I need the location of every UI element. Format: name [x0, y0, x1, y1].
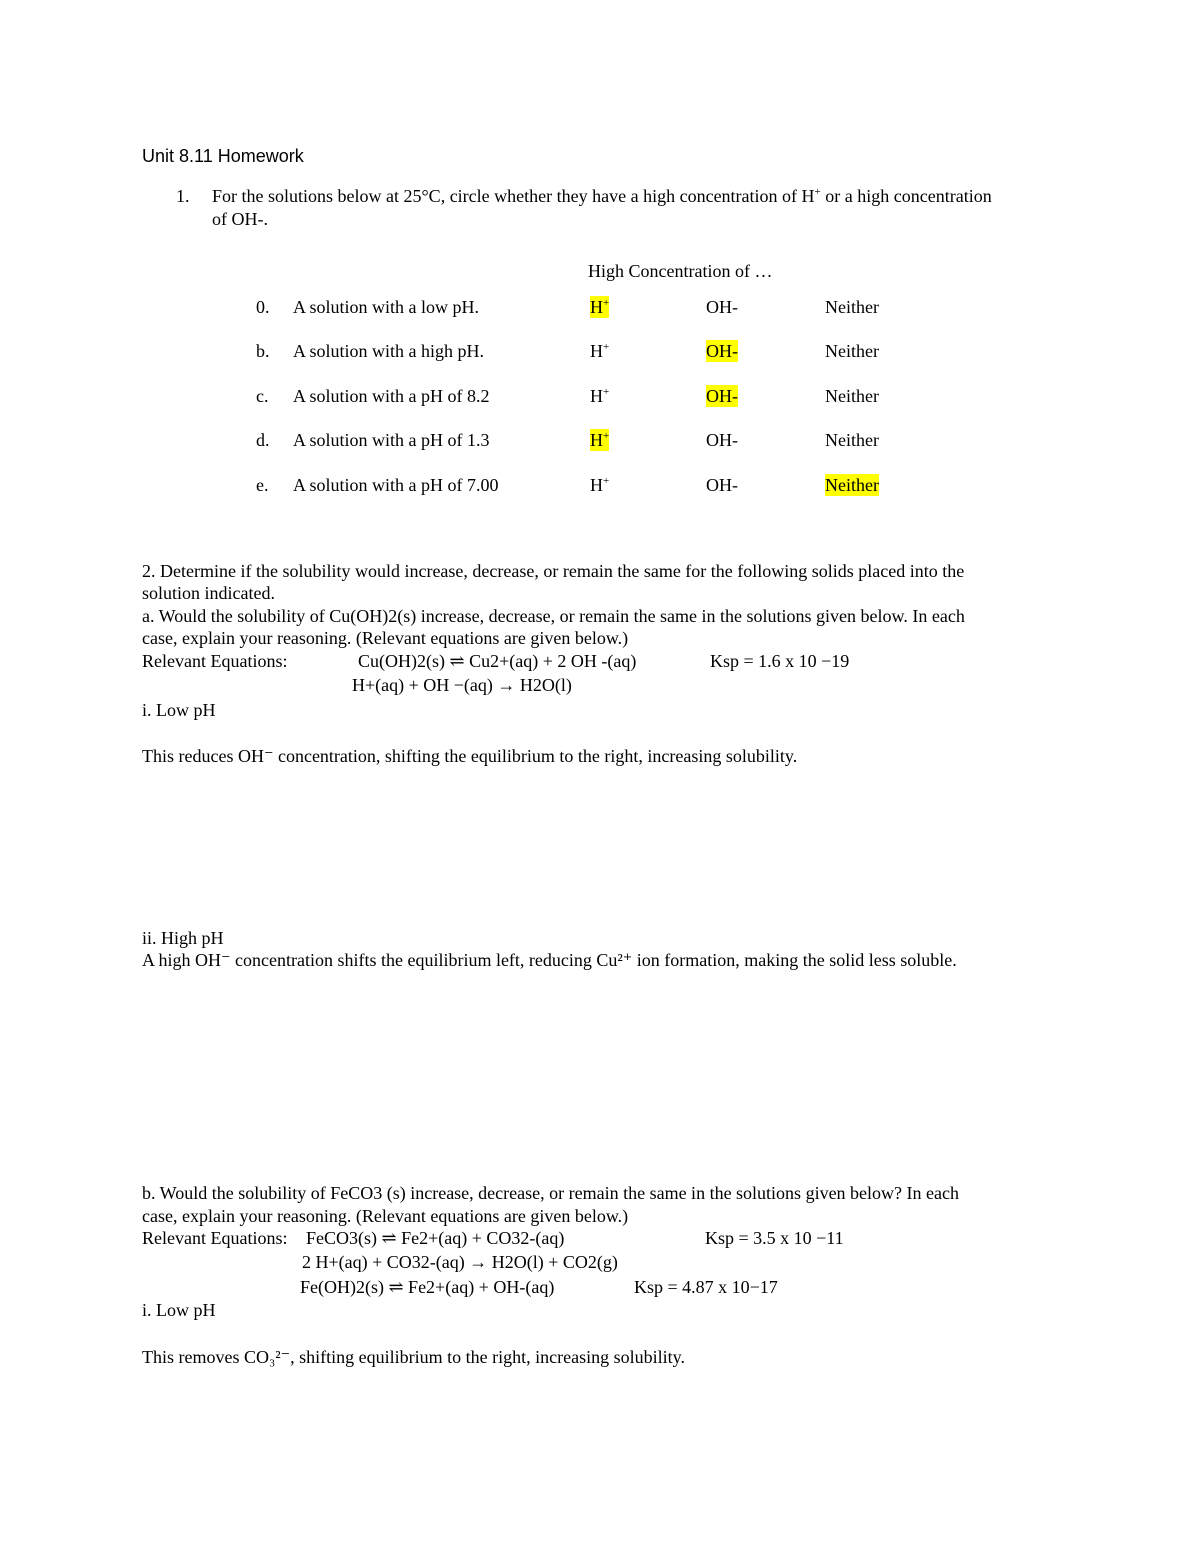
- option-neither-selected[interactable]: Neither: [825, 475, 879, 495]
- q2a-equation-1: Cu(OH)2(s) ⇌ Cu2+(aq) + 2 OH -(aq): [358, 651, 637, 671]
- q2b-ksp-1: Ksp = 3.5 x 10 −11: [705, 1228, 844, 1248]
- row-text: A solution with a high pH.: [293, 341, 485, 361]
- q2a-ii-label: ii. High pH: [142, 928, 224, 948]
- q2a-i-label: i. Low pH: [142, 700, 216, 720]
- q2a-ii-answer: A high OH⁻ concentration shifts the equilibrium left, reducing Cu²⁺ ion formation, making the solid less soluble.: [142, 950, 957, 970]
- q2b-equation-1: FeCO3(s) ⇌ Fe2+(aq) + CO32-(aq): [306, 1228, 565, 1248]
- option-neither[interactable]: Neither: [825, 297, 879, 317]
- option-oh-selected[interactable]: OH-: [706, 386, 738, 406]
- row-label: 0.: [256, 297, 270, 317]
- q2a-i-answer: This reduces OH⁻ concentration, shifting the equilibrium to the right, increasing solubility.: [142, 746, 798, 766]
- row-label: d.: [256, 430, 270, 450]
- row-text: A solution with a pH of 8.2: [293, 386, 490, 406]
- q2-intro-line1: 2. Determine if the solubility would increase, decrease, or remain the same for the following solids placed into the: [142, 561, 965, 581]
- row-label: c.: [256, 386, 269, 406]
- plus-sup: +: [603, 297, 610, 309]
- q1-prompt-sup: +: [814, 186, 821, 198]
- option-h-label: H: [590, 297, 603, 317]
- option-h[interactable]: [590, 385, 609, 407]
- page-title: Unit 8.11 Homework: [142, 146, 304, 166]
- q2a-prompt-line1: a. Would the solubility of Cu(OH)2(s) increase, decrease, or remain the same in the solutions given below. In each: [142, 606, 965, 626]
- q2-intro-line2: solution indicated.: [142, 583, 275, 603]
- plus-sup: +: [603, 341, 610, 353]
- q2b-relevant-label: Relevant Equations:: [142, 1228, 288, 1248]
- option-neither[interactable]: Neither: [825, 386, 879, 406]
- q1-prompt-text: For the solutions below at 25°C, circle whether they have a high concentration of H: [212, 186, 815, 206]
- q1-prompt-line1: [212, 185, 992, 207]
- q2a-ksp: Ksp = 1.6 x 10 −19: [710, 651, 850, 671]
- q2b-prompt-line2: case, explain your reasoning. (Relevant equations are given below.): [142, 1206, 629, 1226]
- option-oh-selected[interactable]: OH-: [706, 341, 738, 361]
- q2b-ksp-2: Ksp = 4.87 x 10−17: [634, 1277, 778, 1297]
- row-text: A solution with a low pH.: [293, 297, 480, 317]
- q2b-i-answer: This removes CO₃²⁻, shifting equilibrium to the right, increasing solubility.: [142, 1347, 685, 1367]
- row-label: e.: [256, 475, 269, 495]
- option-oh[interactable]: OH-: [706, 297, 738, 317]
- plus-sup: +: [603, 430, 610, 442]
- q2b-equation-2: 2 H+(aq) + CO32-(aq) → H2O(l) + CO2(g): [302, 1252, 618, 1272]
- option-h-selected[interactable]: [590, 296, 609, 318]
- q1-prompt-tail: or a high concentration: [820, 186, 992, 206]
- q2b-i-label: i. Low pH: [142, 1300, 216, 1320]
- q1-prompt-line2: of OH-.: [212, 209, 268, 229]
- option-h-label: H: [590, 386, 603, 406]
- option-h[interactable]: [590, 340, 609, 362]
- option-oh[interactable]: OH-: [706, 430, 738, 450]
- q2a-prompt-line2: case, explain your reasoning. (Relevant equations are given below.): [142, 628, 629, 648]
- row-label: b.: [256, 341, 270, 361]
- q1-number: 1.: [176, 186, 190, 206]
- option-h-label: H: [590, 475, 603, 495]
- row-text: A solution with a pH of 7.00: [293, 475, 499, 495]
- option-h-label: H: [590, 430, 603, 450]
- option-h-label: H: [590, 341, 603, 361]
- option-neither[interactable]: Neither: [825, 341, 879, 361]
- plus-sup: +: [603, 475, 610, 487]
- q1-table-header: High Concentration of …: [588, 261, 773, 281]
- q2a-equation-2: H+(aq) + OH −(aq) → H2O(l): [352, 675, 572, 695]
- option-neither[interactable]: Neither: [825, 430, 879, 450]
- option-oh[interactable]: OH-: [706, 475, 738, 495]
- q2b-equation-3: Fe(OH)2(s) ⇌ Fe2+(aq) + OH-(aq): [300, 1277, 555, 1297]
- plus-sup: +: [603, 386, 610, 398]
- row-text: A solution with a pH of 1.3: [293, 430, 490, 450]
- q2a-relevant-label: Relevant Equations:: [142, 651, 288, 671]
- option-h[interactable]: [590, 474, 609, 496]
- q2b-prompt-line1: b. Would the solubility of FeCO3 (s) increase, decrease, or remain the same in the solutions given below? In each: [142, 1183, 959, 1203]
- option-h-selected[interactable]: [590, 429, 609, 451]
